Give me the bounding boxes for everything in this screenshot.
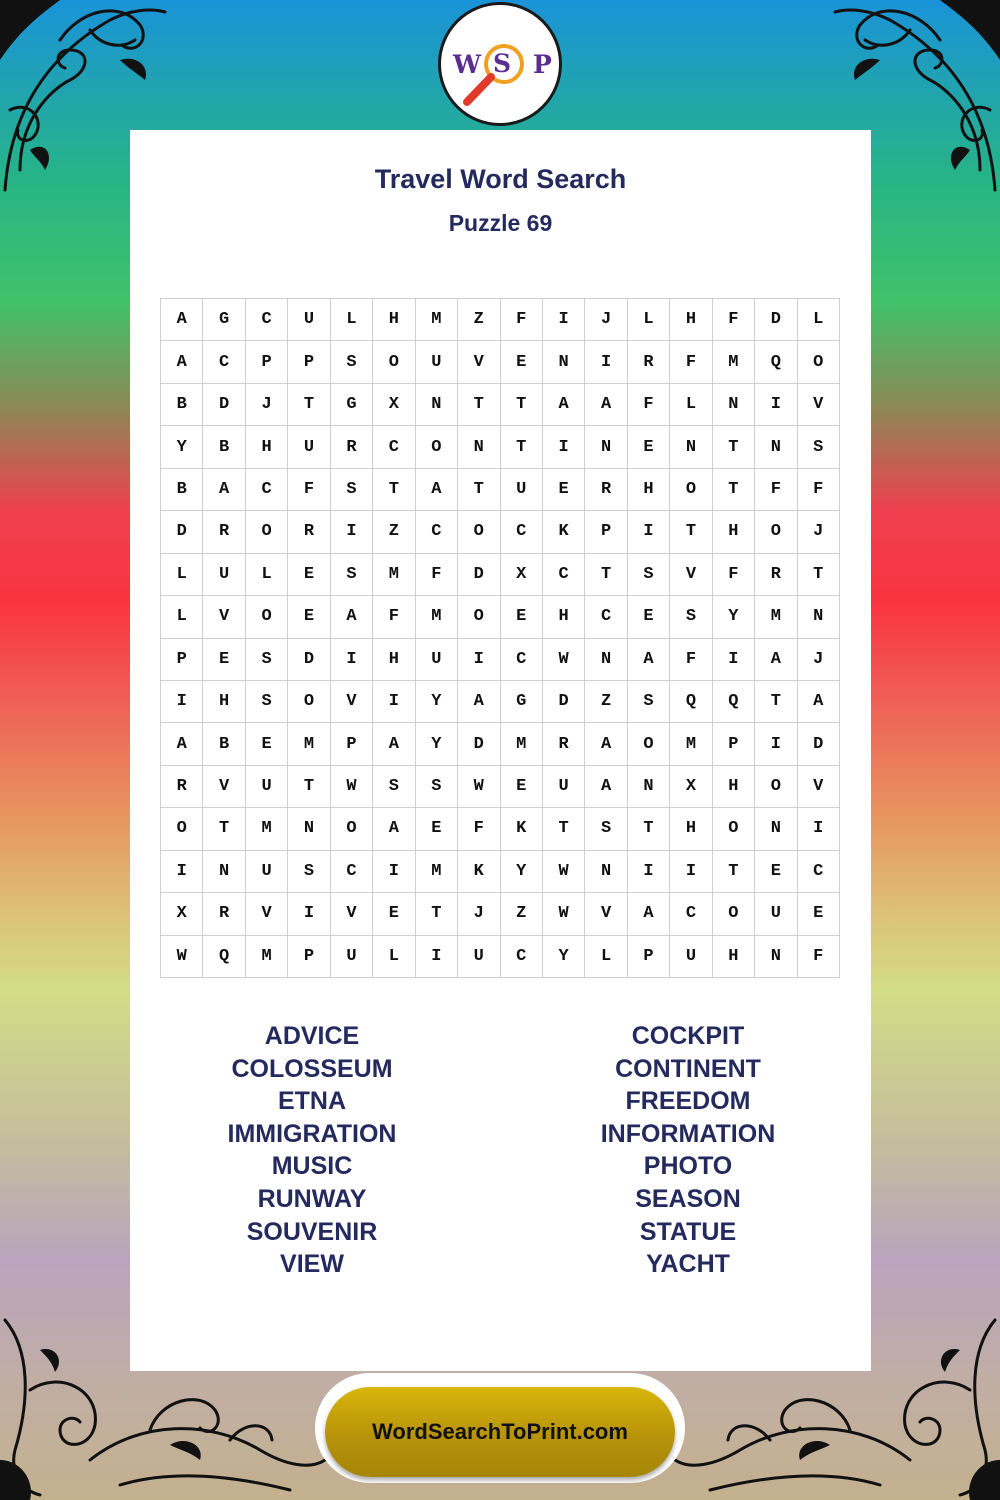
grid-cell: X <box>670 766 712 808</box>
grid-cell: V <box>670 554 712 596</box>
grid-cell: A <box>161 341 203 383</box>
grid-cell: T <box>543 808 585 850</box>
grid-cell: I <box>628 851 670 893</box>
word-list-item: COLOSSEUM <box>231 1054 393 1083</box>
word-list-item: ADVICE <box>264 1022 360 1050</box>
grid-cell: O <box>670 469 712 511</box>
grid-cell: A <box>585 384 627 426</box>
grid-cell: T <box>373 469 415 511</box>
grid-cell: I <box>543 299 585 341</box>
grid-cell: H <box>373 639 415 681</box>
grid-cell: F <box>755 469 797 511</box>
grid-cell: T <box>416 893 458 935</box>
grid-cell: O <box>373 341 415 383</box>
grid-cell: C <box>501 639 543 681</box>
grid-cell: L <box>246 554 288 596</box>
grid-cell: M <box>755 596 797 638</box>
grid-cell: J <box>585 299 627 341</box>
grid-cell: I <box>331 511 373 553</box>
grid-cell: A <box>585 766 627 808</box>
grid-cell: K <box>458 851 500 893</box>
grid-cell: A <box>628 639 670 681</box>
letter-grid <box>160 298 840 978</box>
grid-cell: J <box>798 511 840 553</box>
grid-cell: A <box>416 469 458 511</box>
grid-cell: T <box>798 554 840 596</box>
grid-cell: J <box>246 384 288 426</box>
grid-cell: T <box>501 384 543 426</box>
grid-cell: L <box>798 299 840 341</box>
grid-cell: H <box>203 681 245 723</box>
grid-cell: L <box>373 936 415 978</box>
word-list-item: COCKPIT <box>631 1022 745 1050</box>
grid-cell: I <box>798 808 840 850</box>
grid-cell: N <box>755 808 797 850</box>
grid-cell: M <box>416 299 458 341</box>
grid-cell: B <box>203 723 245 765</box>
grid-cell: M <box>670 723 712 765</box>
grid-cell: U <box>203 554 245 596</box>
logo-letter-p: P <box>533 50 552 79</box>
grid-cell: Z <box>585 681 627 723</box>
grid-cell: S <box>331 341 373 383</box>
grid-cell: T <box>288 384 330 426</box>
grid-cell: A <box>798 681 840 723</box>
grid-cell: U <box>416 639 458 681</box>
grid-cell: S <box>670 596 712 638</box>
grid-cell: U <box>416 341 458 383</box>
grid-cell: H <box>246 426 288 468</box>
grid-cell: V <box>331 681 373 723</box>
grid-cell: L <box>670 384 712 426</box>
grid-cell: E <box>755 851 797 893</box>
grid-cell: E <box>288 554 330 596</box>
grid-cell: Y <box>416 723 458 765</box>
grid-cell: W <box>331 766 373 808</box>
grid-cell: R <box>628 341 670 383</box>
word-list-item: MUSIC <box>271 1152 353 1181</box>
grid-cell: S <box>288 851 330 893</box>
page-title: Travel Word Search <box>374 164 627 194</box>
grid-cell: I <box>373 681 415 723</box>
grid-cell: V <box>585 893 627 935</box>
grid-cell: L <box>628 299 670 341</box>
grid-cell: E <box>203 639 245 681</box>
grid-cell: G <box>501 681 543 723</box>
grid-cell: V <box>798 766 840 808</box>
grid-cell: H <box>373 299 415 341</box>
grid-cell: A <box>161 723 203 765</box>
grid-cell: I <box>373 851 415 893</box>
grid-cell: F <box>628 384 670 426</box>
grid-cell: I <box>416 936 458 978</box>
grid-cell: C <box>246 299 288 341</box>
grid-cell: P <box>246 341 288 383</box>
word-list-item: PHOTO <box>643 1152 733 1181</box>
grid-cell: O <box>416 426 458 468</box>
grid-cell: S <box>798 426 840 468</box>
grid-cell: T <box>670 511 712 553</box>
grid-cell: Q <box>203 936 245 978</box>
grid-cell: A <box>373 723 415 765</box>
grid-cell: A <box>543 384 585 426</box>
grid-cell: T <box>501 426 543 468</box>
word-list-right <box>538 1020 838 1281</box>
grid-cell: O <box>755 766 797 808</box>
grid-cell: Q <box>670 681 712 723</box>
grid-cell: Z <box>458 299 500 341</box>
grid-cell: F <box>458 808 500 850</box>
grid-cell: E <box>501 766 543 808</box>
grid-cell: U <box>755 893 797 935</box>
grid-cell: C <box>416 511 458 553</box>
grid-cell: K <box>543 511 585 553</box>
grid-cell: A <box>203 469 245 511</box>
grid-cell: S <box>331 554 373 596</box>
grid-cell: D <box>458 554 500 596</box>
grid-cell: R <box>585 469 627 511</box>
grid-cell: I <box>458 639 500 681</box>
grid-cell: N <box>585 639 627 681</box>
grid-cell: X <box>161 893 203 935</box>
grid-cell: I <box>628 511 670 553</box>
grid-cell: U <box>501 469 543 511</box>
word-list-item: CONTINENT <box>615 1054 761 1083</box>
grid-cell: M <box>416 596 458 638</box>
grid-cell: V <box>798 384 840 426</box>
grid-cell: U <box>246 851 288 893</box>
grid-cell: B <box>203 426 245 468</box>
grid-cell: O <box>246 511 288 553</box>
grid-cell: I <box>755 723 797 765</box>
grid-cell: J <box>798 639 840 681</box>
grid-cell: A <box>331 596 373 638</box>
grid-cell: F <box>288 469 330 511</box>
grid-cell: Y <box>543 936 585 978</box>
grid-cell: S <box>628 554 670 596</box>
grid-cell: Q <box>755 341 797 383</box>
grid-cell: R <box>755 554 797 596</box>
grid-cell: O <box>628 723 670 765</box>
grid-cell: D <box>458 723 500 765</box>
grid-cell: V <box>246 893 288 935</box>
grid-cell: I <box>585 341 627 383</box>
grid-cell: I <box>288 893 330 935</box>
grid-cell: I <box>713 639 755 681</box>
grid-cell: Y <box>161 426 203 468</box>
grid-cell: T <box>458 469 500 511</box>
grid-cell: N <box>713 384 755 426</box>
grid-cell: P <box>161 639 203 681</box>
grid-cell: F <box>670 639 712 681</box>
grid-cell: F <box>373 596 415 638</box>
grid-cell: N <box>585 426 627 468</box>
site-link-label: WordSearchToPrint.com <box>372 1419 628 1444</box>
grid-cell: D <box>755 299 797 341</box>
word-list-item: VIEW <box>280 1250 344 1279</box>
grid-cell: J <box>458 893 500 935</box>
grid-cell: E <box>543 469 585 511</box>
grid-cell: H <box>713 511 755 553</box>
grid-cell: F <box>798 469 840 511</box>
grid-cell: T <box>203 808 245 850</box>
grid-cell: G <box>203 299 245 341</box>
grid-cell: R <box>161 766 203 808</box>
grid-cell: V <box>203 766 245 808</box>
grid-cell: E <box>628 426 670 468</box>
grid-cell: P <box>713 723 755 765</box>
grid-cell: V <box>458 341 500 383</box>
grid-cell: V <box>203 596 245 638</box>
word-list-item: SOUVENIR <box>246 1217 378 1246</box>
grid-cell: D <box>288 639 330 681</box>
grid-cell: L <box>161 596 203 638</box>
wsp-logo <box>438 2 562 126</box>
grid-cell: S <box>246 639 288 681</box>
grid-cell: C <box>543 554 585 596</box>
grid-cell: C <box>331 851 373 893</box>
grid-cell: F <box>670 341 712 383</box>
grid-cell: N <box>416 384 458 426</box>
grid-cell: H <box>670 808 712 850</box>
grid-cell: O <box>713 893 755 935</box>
logo-letter-s: S <box>493 49 512 78</box>
grid-cell: N <box>543 341 585 383</box>
grid-cell: E <box>373 893 415 935</box>
logo-letter-w: W <box>453 50 482 79</box>
puzzle-number: Puzzle 69 <box>448 210 553 236</box>
grid-cell: U <box>670 936 712 978</box>
grid-cell: Y <box>416 681 458 723</box>
grid-cell: E <box>501 341 543 383</box>
word-list-item: RUNWAY <box>257 1184 367 1213</box>
grid-cell: K <box>501 808 543 850</box>
grid-cell: O <box>713 808 755 850</box>
grid-cell: I <box>755 384 797 426</box>
grid-cell: M <box>416 851 458 893</box>
grid-cell: M <box>246 936 288 978</box>
grid-cell: I <box>331 639 373 681</box>
grid-cell: D <box>203 384 245 426</box>
grid-cell: H <box>628 469 670 511</box>
grid-cell: E <box>288 596 330 638</box>
grid-cell: E <box>501 596 543 638</box>
grid-cell: G <box>331 384 373 426</box>
grid-cell: N <box>628 766 670 808</box>
grid-cell: N <box>203 851 245 893</box>
grid-cell: Q <box>713 681 755 723</box>
grid-cell: U <box>458 936 500 978</box>
grid-cell: H <box>543 596 585 638</box>
word-list-item: INFORMATION <box>600 1119 776 1148</box>
grid-cell: U <box>331 936 373 978</box>
grid-cell: Y <box>501 851 543 893</box>
grid-cell: W <box>543 639 585 681</box>
grid-cell: I <box>543 426 585 468</box>
grid-cell: W <box>543 893 585 935</box>
grid-cell: U <box>246 766 288 808</box>
grid-cell: F <box>416 554 458 596</box>
grid-cell: B <box>161 469 203 511</box>
grid-cell: M <box>501 723 543 765</box>
site-link-button[interactable] <box>325 1387 675 1477</box>
grid-cell: S <box>373 766 415 808</box>
grid-cell: T <box>458 384 500 426</box>
grid-cell: S <box>628 681 670 723</box>
grid-cell: M <box>288 723 330 765</box>
grid-cell: W <box>458 766 500 808</box>
grid-cell: A <box>585 723 627 765</box>
grid-cell: N <box>288 808 330 850</box>
grid-cell: F <box>798 936 840 978</box>
grid-cell: N <box>670 426 712 468</box>
grid-cell: S <box>331 469 373 511</box>
grid-cell: F <box>501 299 543 341</box>
grid-cell: P <box>288 341 330 383</box>
grid-cell: R <box>331 426 373 468</box>
grid-cell: C <box>670 893 712 935</box>
grid-cell: U <box>543 766 585 808</box>
grid-cell: R <box>203 893 245 935</box>
grid-cell: A <box>755 639 797 681</box>
grid-cell: N <box>755 426 797 468</box>
grid-cell: W <box>161 936 203 978</box>
grid-cell: U <box>288 426 330 468</box>
word-list-item: IMMIGRATION <box>227 1119 397 1148</box>
grid-cell: C <box>203 341 245 383</box>
grid-cell: O <box>458 596 500 638</box>
grid-cell: R <box>203 511 245 553</box>
grid-cell: A <box>161 299 203 341</box>
grid-cell: C <box>585 596 627 638</box>
grid-cell: Z <box>501 893 543 935</box>
grid-cell: X <box>373 384 415 426</box>
grid-cell: T <box>713 426 755 468</box>
grid-cell: E <box>798 893 840 935</box>
grid-cell: L <box>161 554 203 596</box>
grid-cell: X <box>501 554 543 596</box>
grid-cell: D <box>161 511 203 553</box>
word-list-item: STATUE <box>639 1217 737 1246</box>
grid-cell: L <box>585 936 627 978</box>
grid-cell: M <box>713 341 755 383</box>
grid-cell: T <box>288 766 330 808</box>
grid-cell: L <box>331 299 373 341</box>
grid-cell: C <box>246 469 288 511</box>
grid-cell: M <box>373 554 415 596</box>
grid-cell: E <box>416 808 458 850</box>
grid-cell: O <box>755 511 797 553</box>
grid-cell: C <box>501 936 543 978</box>
grid-cell: Z <box>373 511 415 553</box>
grid-cell: F <box>713 554 755 596</box>
grid-cell: N <box>458 426 500 468</box>
grid-cell: H <box>713 936 755 978</box>
grid-cell: M <box>246 808 288 850</box>
grid-cell: E <box>246 723 288 765</box>
grid-cell: D <box>543 681 585 723</box>
grid-cell: D <box>798 723 840 765</box>
grid-cell: N <box>755 936 797 978</box>
grid-cell: P <box>628 936 670 978</box>
grid-cell: W <box>543 851 585 893</box>
grid-cell: V <box>331 893 373 935</box>
grid-cell: R <box>288 511 330 553</box>
grid-cell: F <box>713 299 755 341</box>
grid-cell: S <box>416 766 458 808</box>
grid-cell: A <box>628 893 670 935</box>
grid-cell: I <box>670 851 712 893</box>
grid-cell: N <box>585 851 627 893</box>
grid-cell: O <box>288 681 330 723</box>
grid-cell: H <box>670 299 712 341</box>
grid-cell: T <box>628 808 670 850</box>
grid-cell: H <box>713 766 755 808</box>
grid-cell: A <box>373 808 415 850</box>
grid-cell: Y <box>713 596 755 638</box>
word-list-item: SEASON <box>635 1184 741 1213</box>
word-list-item: ETNA <box>277 1087 347 1116</box>
grid-cell: T <box>713 469 755 511</box>
grid-cell: O <box>458 511 500 553</box>
grid-cell: T <box>585 554 627 596</box>
grid-cell: E <box>628 596 670 638</box>
grid-cell: T <box>713 851 755 893</box>
word-list-left <box>162 1020 462 1281</box>
grid-cell: A <box>458 681 500 723</box>
grid-cell: O <box>161 808 203 850</box>
grid-cell: T <box>755 681 797 723</box>
grid-cell: B <box>161 384 203 426</box>
grid-cell: O <box>798 341 840 383</box>
grid-cell: N <box>798 596 840 638</box>
word-list-item: YACHT <box>646 1250 730 1279</box>
grid-cell: I <box>161 851 203 893</box>
grid-cell: O <box>246 596 288 638</box>
grid-cell: C <box>373 426 415 468</box>
grid-cell: S <box>246 681 288 723</box>
grid-cell: P <box>585 511 627 553</box>
grid-cell: P <box>288 936 330 978</box>
grid-cell: C <box>501 511 543 553</box>
grid-cell: S <box>585 808 627 850</box>
grid-cell: I <box>161 681 203 723</box>
grid-cell: C <box>798 851 840 893</box>
grid-cell: U <box>288 299 330 341</box>
grid-cell: O <box>331 808 373 850</box>
grid-cell: R <box>543 723 585 765</box>
grid-cell: P <box>331 723 373 765</box>
word-list-item: FREEDOM <box>625 1087 751 1116</box>
